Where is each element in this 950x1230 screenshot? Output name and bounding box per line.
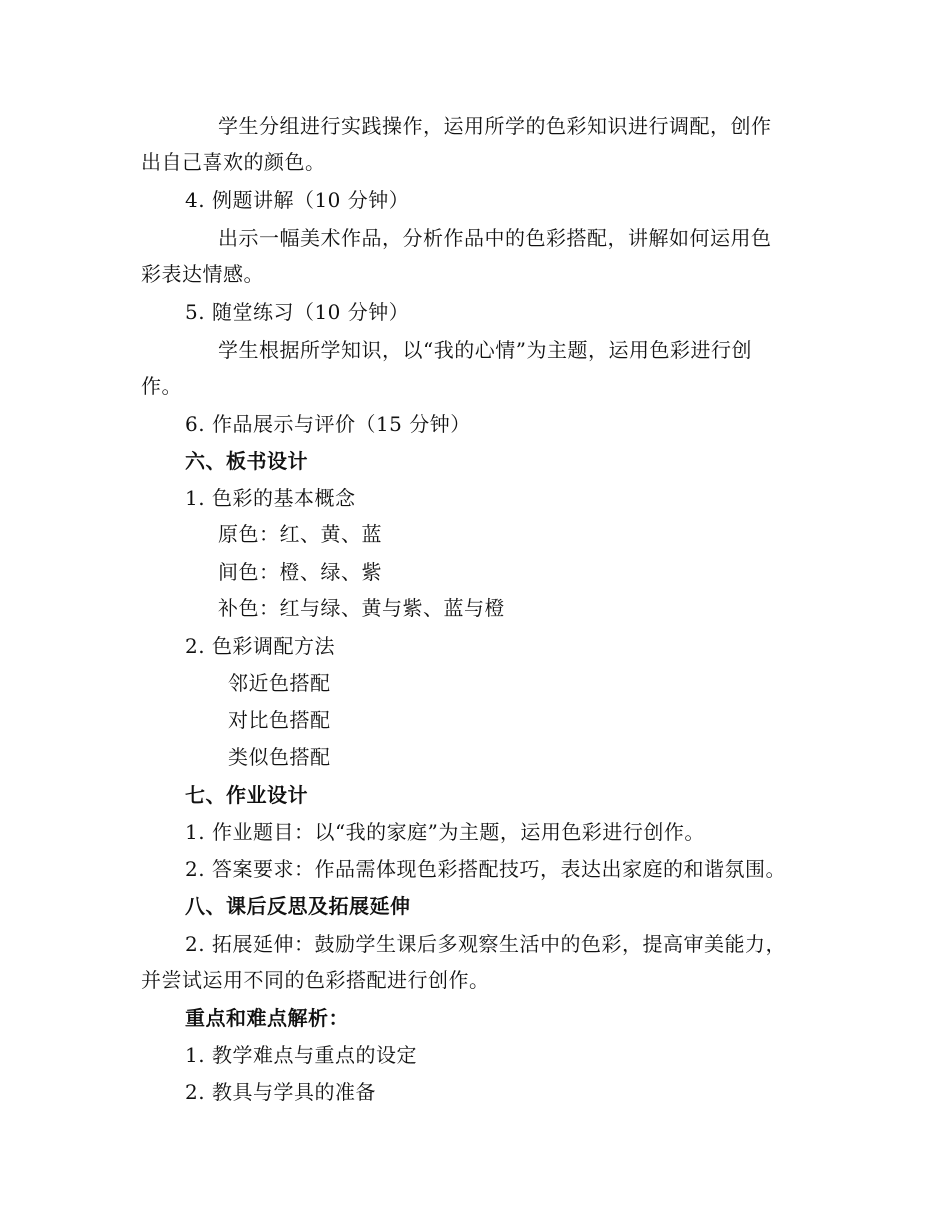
list-item: 4. 例题讲解（10 分钟） — [185, 188, 410, 212]
sub-item: 原色：红、黄、蓝 — [218, 522, 382, 546]
sub-item: 邻近色搭配 — [228, 671, 331, 695]
sub-item: 间色：橙、绿、紫 — [218, 560, 382, 584]
list-item: 1. 作业题目：以“我的家庭”为主题，运用色彩进行创作。 — [185, 820, 705, 844]
list-item: 2. 教具与学具的准备 — [185, 1080, 376, 1104]
paragraph-line: 出示一幅美术作品，分析作品中的色彩搭配，讲解如何运用色 — [218, 226, 772, 250]
section-heading: 八、课后反思及拓展延伸 — [185, 894, 411, 918]
sub-item: 类似色搭配 — [228, 745, 331, 769]
list-item: 2. 答案要求：作品需体现色彩搭配技巧，表达出家庭的和谐氛围。 — [185, 857, 786, 881]
paragraph-line: 并尝试运用不同的色彩搭配进行创作。 — [141, 968, 490, 992]
section-heading: 七、作业设计 — [185, 783, 308, 807]
paragraph-line: 学生分组进行实践操作，运用所学的色彩知识进行调配，创作 — [218, 114, 772, 138]
list-item: 5. 随堂练习（10 分钟） — [185, 300, 410, 324]
sub-item: 对比色搭配 — [228, 708, 331, 732]
paragraph-line: 彩表达情感。 — [141, 262, 264, 286]
list-item: 6. 作品展示与评价（15 分钟） — [185, 412, 471, 436]
list-item: 2. 拓展延伸：鼓励学生课后多观察生活中的色彩，提高审美能力， — [185, 932, 786, 956]
list-item: 2. 色彩调配方法 — [185, 634, 335, 658]
section-heading: 重点和难点解析： — [185, 1006, 349, 1030]
paragraph-line: 出自己喜欢的颜色。 — [141, 150, 326, 174]
section-heading: 六、板书设计 — [185, 449, 308, 473]
paragraph-line: 学生根据所学知识，以“我的心情”为主题，运用色彩进行创 — [218, 338, 752, 362]
list-item: 1. 色彩的基本概念 — [185, 486, 356, 510]
paragraph-line: 作。 — [141, 374, 182, 398]
sub-item: 补色：红与绿、黄与紫、蓝与橙 — [218, 596, 505, 620]
list-item: 1. 教学难点与重点的设定 — [185, 1043, 417, 1067]
